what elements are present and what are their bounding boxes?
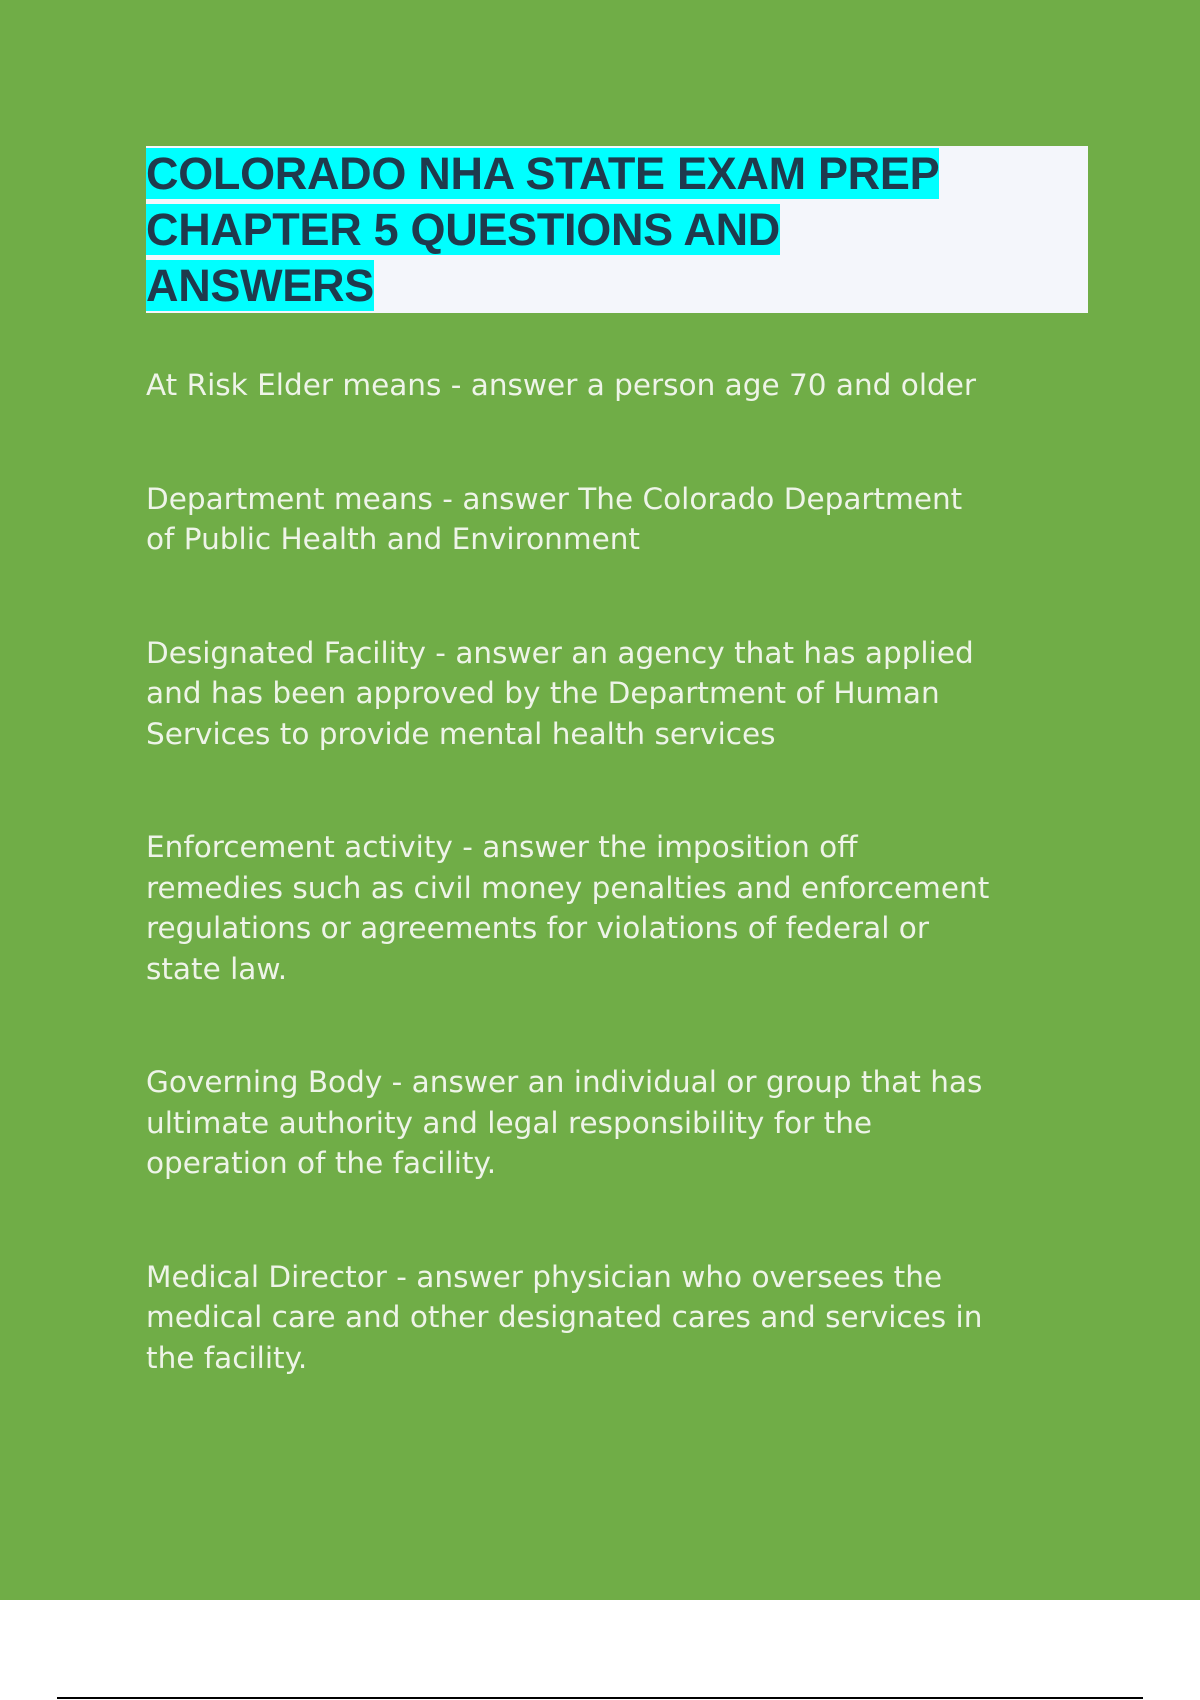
footer-divider (57, 1697, 1143, 1699)
document-title (146, 146, 1088, 314)
qa-item-medical-director: Medical Director - answer physician who oversees the medical care and other designated cares and services in the facility. (146, 1259, 983, 1375)
qa-item-enforcement-activity: Enforcement activity - answer the imposition off remedies such as civil money penalties and enforcement regulations or agreements for violations of federal or state law. (146, 830, 990, 986)
qa-item-designated-facility: Designated Facility - answer an agency that has applied and has been approved by the Department of Human Services to provide mental health services (146, 635, 974, 751)
title-line-2: CHAPTER 5 QUESTIONS AND (146, 204, 780, 255)
title-line-1: COLORADO NHA STATE EXAM PREP (146, 148, 940, 199)
qa-item-governing-body: Governing Body - answer an individual or group that has ultimate authority and legal responsibility for the operation of the facility. (146, 1065, 983, 1180)
qa-item-department: Department means - answer The Colorado Department of Public Health and Environment (146, 481, 963, 556)
title-line-3: ANSWERS (146, 260, 374, 311)
qa-list (146, 365, 1086, 1378)
qa-item-at-risk-elder: At Risk Elder means - answer a person age 70 and older (146, 368, 977, 402)
title-box (146, 146, 1088, 313)
